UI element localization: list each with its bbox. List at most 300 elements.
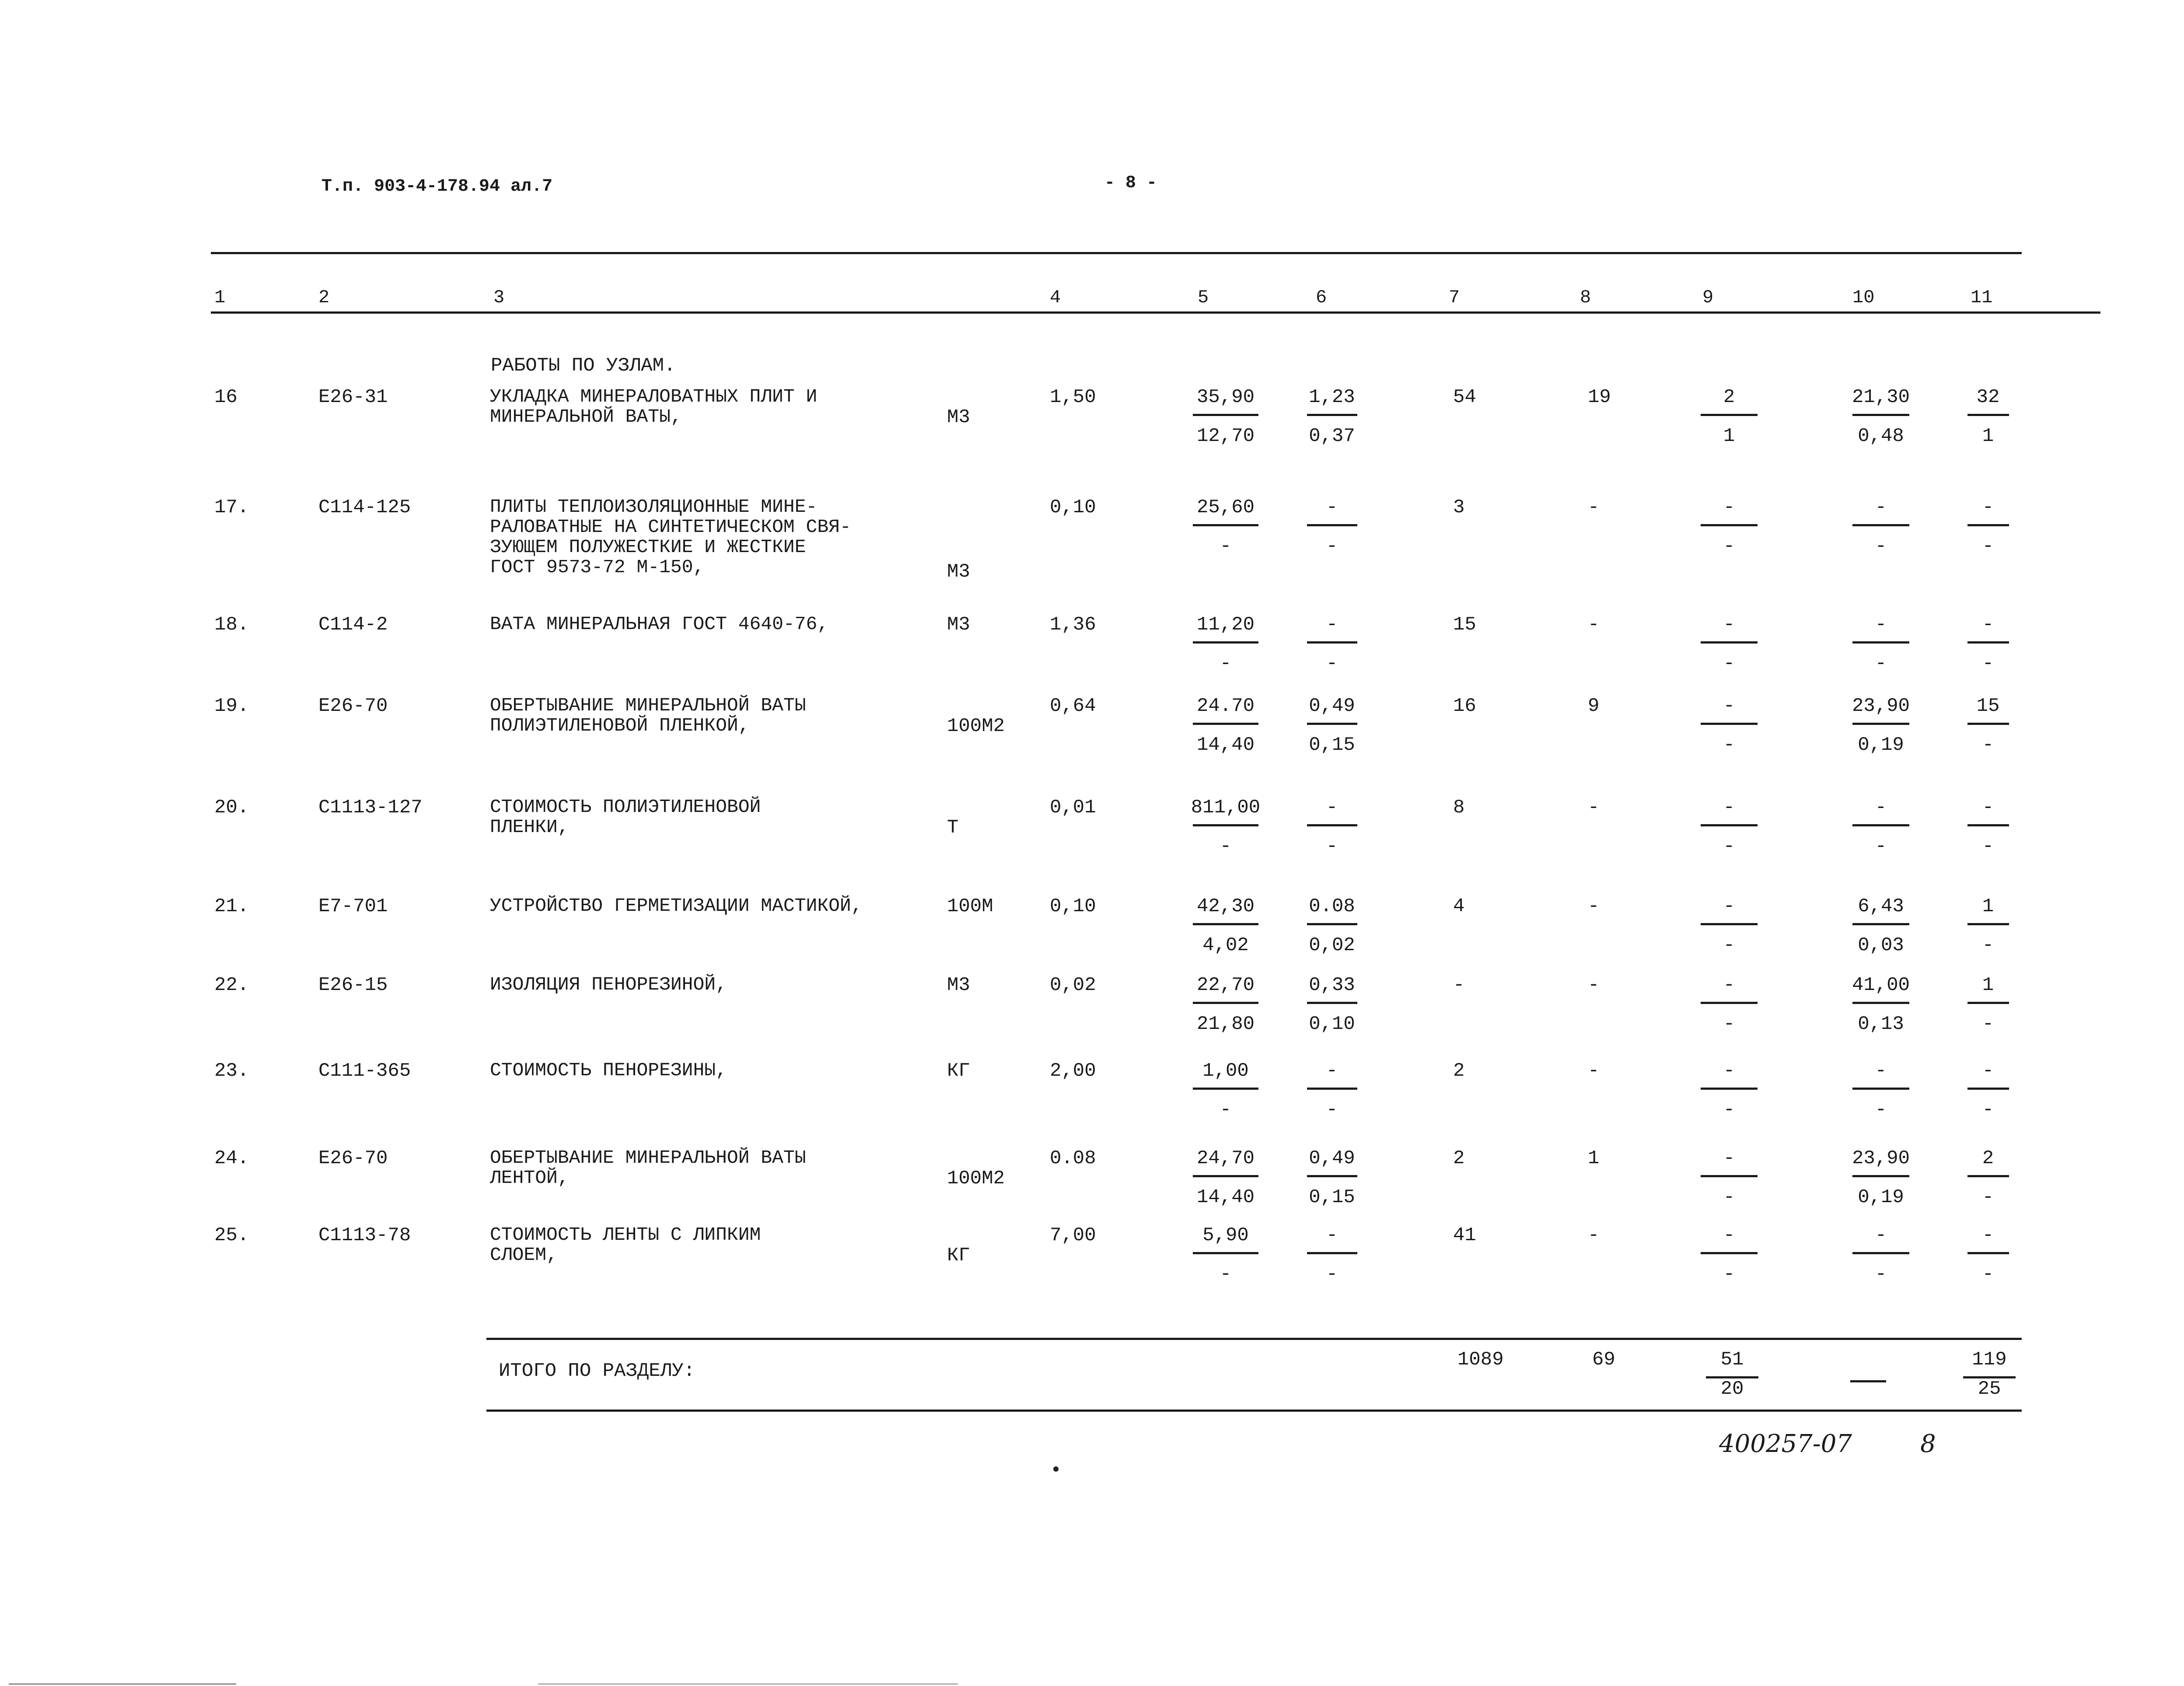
total-col11-bottom: 25 — [1978, 1378, 2001, 1400]
column-number-9: 9 — [1702, 287, 1714, 308]
row-unit: Т — [947, 817, 959, 839]
row-number: 21. — [214, 895, 249, 917]
row-c11-fraction — [1964, 797, 2012, 857]
row-c9-bottom: - — [1723, 1263, 1735, 1285]
row-c10-bottom: - — [1875, 653, 1887, 675]
row-c6-fraction — [1303, 1060, 1360, 1120]
total-col9-top: 51 — [1720, 1349, 1744, 1371]
row-col7: - — [1453, 974, 1465, 996]
row-c5-top: 11,20 — [1196, 614, 1255, 636]
row-c10-bar — [1852, 723, 1909, 725]
row-col8: - — [1588, 497, 1600, 518]
row-c10-top: - — [1875, 1224, 1887, 1246]
row-c11-fraction — [1964, 696, 2012, 756]
row-c6-top: - — [1326, 1060, 1338, 1082]
row-c5-fraction — [1182, 614, 1269, 674]
row-c5-bottom: - — [1220, 535, 1232, 557]
row-c6-bottom: - — [1326, 653, 1338, 675]
row-c11-bottom: - — [1982, 934, 1994, 956]
row-c5-bottom: 14,40 — [1196, 1186, 1255, 1208]
row-c11-bar — [1967, 524, 2009, 526]
row-code: С1113-127 — [318, 797, 423, 819]
column-number-6: 6 — [1316, 287, 1327, 308]
row-description: СТОИМОСТЬ ПЕНОРЕЗИНЫ, — [490, 1060, 727, 1081]
row-c5-top: 5,90 — [1202, 1224, 1249, 1246]
row-c5-bottom: - — [1220, 836, 1232, 857]
row-description: СТОИМОСТЬ ПОЛИЭТИЛЕНОВОЙ ПЛЕНКИ, — [490, 796, 761, 838]
row-c11-bar — [1967, 1252, 2009, 1254]
row-quantity: 7,00 — [1050, 1224, 1096, 1246]
row-c6-top: - — [1326, 614, 1338, 636]
row-c10-bottom: 0,19 — [1858, 1186, 1904, 1208]
row-col7: 8 — [1453, 797, 1465, 819]
row-c9-bar — [1701, 923, 1758, 925]
row-c11-top: - — [1982, 614, 1994, 636]
row-code: С114-125 — [318, 497, 411, 518]
row-c11-top: 32 — [1976, 386, 2000, 408]
row-c5-bar — [1193, 524, 1258, 526]
row-col8: - — [1588, 974, 1600, 996]
row-c6-bar — [1307, 414, 1357, 416]
scan-edge-mark — [9, 1683, 236, 1685]
row-c5-fraction — [1182, 497, 1269, 557]
row-c5-bottom: 21,80 — [1196, 1013, 1255, 1035]
row-c11-top: - — [1982, 1224, 1994, 1246]
document-reference: Т.п. 903-4-178.94 ал.7 — [321, 177, 553, 196]
row-unit: М3 — [947, 974, 970, 996]
row-c9-bottom: 1 — [1723, 425, 1735, 447]
column-number-3: 3 — [493, 287, 505, 308]
row-col7: 54 — [1453, 386, 1476, 408]
row-c9-top: - — [1723, 497, 1735, 518]
row-c11-bottom: - — [1982, 1186, 1994, 1208]
row-code: С111-365 — [318, 1060, 411, 1082]
row-code: С114-2 — [318, 614, 388, 636]
row-quantity: 1,36 — [1050, 614, 1096, 636]
row-c11-bottom: - — [1982, 836, 1994, 857]
row-c10-fraction — [1839, 975, 1922, 1035]
row-number: 17. — [214, 497, 249, 518]
row-c10-bar — [1852, 1088, 1909, 1090]
row-c11-bottom: - — [1982, 1099, 1994, 1121]
row-col8: - — [1588, 797, 1600, 819]
row-c9-fraction — [1696, 387, 1762, 447]
row-c6-bottom: 0,15 — [1309, 1186, 1355, 1208]
row-c10-fraction — [1839, 896, 1922, 956]
row-c11-bar — [1967, 1175, 2009, 1177]
row-c5-fraction — [1182, 1148, 1269, 1208]
row-description: ИЗОЛЯЦИЯ ПЕНОРЕЗИНОЙ, — [490, 974, 727, 995]
row-c11-top: 1 — [1982, 895, 1994, 917]
row-unit: 100М — [947, 895, 993, 917]
row-c11-bar — [1967, 1088, 2009, 1090]
row-quantity: 2,00 — [1050, 1060, 1096, 1082]
row-c6-top: - — [1326, 497, 1338, 518]
row-c9-fraction — [1696, 497, 1762, 557]
row-c5-fraction — [1182, 1225, 1269, 1285]
row-c10-fraction — [1839, 696, 1922, 756]
row-c11-bar — [1967, 923, 2009, 925]
row-c9-bar — [1701, 1002, 1758, 1004]
page-number: - 8 - — [1104, 173, 1157, 193]
row-c9-bottom: - — [1723, 535, 1735, 557]
row-code: С1113-78 — [318, 1224, 411, 1246]
row-c10-fraction — [1839, 387, 1922, 447]
row-c11-fraction — [1964, 614, 2012, 674]
row-c6-top: 0.08 — [1309, 895, 1355, 917]
row-c9-bar — [1701, 723, 1758, 725]
row-c6-bottom: 0,37 — [1309, 425, 1355, 447]
row-col7: 15 — [1453, 614, 1476, 636]
row-c5-bottom: - — [1220, 1263, 1232, 1285]
row-c11-fraction — [1964, 975, 2012, 1035]
row-c11-bottom: - — [1982, 535, 1994, 557]
row-c11-top: - — [1982, 1060, 1994, 1082]
row-c6-bottom: 0,02 — [1309, 934, 1355, 956]
row-c5-fraction — [1182, 1060, 1269, 1120]
row-c10-top: 23,90 — [1852, 1147, 1910, 1169]
column-number-5: 5 — [1198, 287, 1209, 308]
row-c10-bar — [1852, 1252, 1909, 1254]
row-c10-fraction — [1839, 1225, 1922, 1285]
row-c6-bar — [1307, 641, 1357, 644]
row-code: Е26-70 — [318, 1147, 388, 1169]
row-c5-top: 35,90 — [1196, 386, 1255, 408]
row-number: 20. — [214, 797, 249, 819]
total-col9-fraction — [1706, 1349, 1758, 1399]
row-number: 22. — [214, 974, 249, 996]
row-c5-top: 24,70 — [1196, 1147, 1255, 1169]
row-c5-top: 25,60 — [1196, 497, 1255, 518]
row-c5-bar — [1193, 923, 1258, 925]
row-c10-bottom: - — [1875, 535, 1887, 557]
row-c6-bar — [1307, 923, 1357, 925]
row-c9-top: - — [1723, 614, 1735, 636]
row-c11-fraction — [1964, 1148, 2012, 1208]
row-c10-bar — [1852, 414, 1909, 416]
row-c5-bottom: 12,70 — [1196, 425, 1255, 447]
total-bottom-rule — [486, 1410, 2022, 1412]
row-c11-bottom: 1 — [1982, 425, 1994, 447]
row-quantity: 0,02 — [1050, 974, 1096, 996]
row-c10-top: 23,90 — [1852, 695, 1910, 717]
row-description: УСТРОЙСТВО ГЕРМЕТИЗАЦИИ МАСТИКОЙ, — [490, 895, 863, 916]
row-quantity: 0,01 — [1050, 797, 1096, 819]
row-c6-bottom: 0,15 — [1309, 734, 1355, 756]
row-c11-bottom: - — [1982, 734, 1994, 756]
row-unit: КГ — [947, 1245, 970, 1266]
row-c10-bottom: 0,13 — [1858, 1013, 1904, 1035]
row-c9-bottom: - — [1723, 1186, 1735, 1208]
row-c11-fraction — [1964, 1060, 2012, 1120]
row-c11-fraction — [1964, 896, 2012, 956]
row-c10-fraction — [1839, 614, 1922, 674]
row-c5-bar — [1193, 1002, 1258, 1004]
row-c6-fraction — [1303, 797, 1360, 857]
row-c10-fraction — [1839, 497, 1922, 557]
row-quantity: 0.08 — [1050, 1147, 1096, 1169]
row-c10-fraction — [1839, 797, 1922, 857]
column-number-1: 1 — [214, 287, 226, 308]
row-c11-top: - — [1982, 497, 1994, 518]
row-c10-bar — [1852, 1175, 1909, 1177]
row-c11-bottom: - — [1982, 1013, 1994, 1035]
row-c10-bar — [1852, 923, 1909, 925]
row-c6-bar — [1307, 1088, 1357, 1090]
row-c9-fraction — [1696, 1225, 1762, 1285]
row-c6-fraction — [1303, 896, 1360, 956]
row-c6-bottom: - — [1326, 836, 1338, 857]
row-col7: 41 — [1453, 1224, 1476, 1246]
row-unit: М3 — [947, 406, 970, 428]
row-c9-bar — [1701, 1252, 1758, 1254]
row-c11-top: 1 — [1982, 974, 1994, 996]
row-quantity: 1,50 — [1050, 386, 1096, 408]
row-c10-bar — [1852, 524, 1909, 526]
row-c11-bottom: - — [1982, 1263, 1994, 1285]
handwritten-sheet-number: 8 — [1920, 1430, 1936, 1458]
row-c10-bottom: - — [1875, 836, 1887, 857]
row-c5-bottom: 4,02 — [1202, 934, 1249, 956]
row-c10-bottom: 0,19 — [1858, 734, 1904, 756]
row-c11-top: - — [1982, 797, 1994, 819]
row-number: 24. — [214, 1147, 249, 1169]
total-col10-dash — [1850, 1380, 1886, 1382]
row-code: Е26-70 — [318, 695, 388, 717]
row-number: 23. — [214, 1060, 249, 1082]
row-c6-fraction — [1303, 696, 1360, 756]
row-c10-bottom: - — [1875, 1099, 1887, 1121]
handwritten-code: 400257-07 — [1719, 1430, 1852, 1458]
header-bottom-rule — [211, 311, 2100, 314]
row-c6-bottom: 0,10 — [1309, 1013, 1355, 1035]
total-label: ИТОГО ПО РАЗДЕЛУ: — [499, 1360, 695, 1382]
row-c5-top: 24.70 — [1196, 695, 1255, 717]
row-c5-bar — [1193, 1175, 1258, 1177]
row-c5-top: 22,70 — [1196, 974, 1255, 996]
row-unit: М3 — [947, 614, 970, 636]
section-title: РАБОТЫ ПО УЗЛАМ. — [491, 355, 676, 377]
row-description: ВАТА МИНЕРАЛЬНАЯ ГОСТ 4640-76, — [490, 613, 829, 635]
row-c11-top: 15 — [1976, 695, 2000, 717]
column-number-2: 2 — [318, 287, 330, 308]
row-c9-top: - — [1723, 797, 1735, 819]
row-c5-fraction — [1182, 896, 1269, 956]
row-number: 25. — [214, 1224, 249, 1246]
row-c9-fraction — [1696, 696, 1762, 756]
row-c5-fraction — [1182, 387, 1269, 447]
row-c11-fraction — [1964, 497, 2012, 557]
row-quantity: 0,10 — [1050, 497, 1096, 518]
row-c6-bar — [1307, 1002, 1357, 1004]
row-c6-bar — [1307, 1252, 1357, 1254]
row-c6-bottom: - — [1326, 1263, 1338, 1285]
row-description: ОБЕРТЫВАНИЕ МИНЕРАЛЬНОЙ ВАТЫ ЛЕНТОЙ, — [490, 1147, 806, 1189]
row-c9-top: - — [1723, 895, 1735, 917]
row-description: УКЛАДКА МИНЕРАЛОВАТНЫХ ПЛИТ И МИНЕРАЛЬНОЙ ВАТЫ, — [490, 386, 818, 427]
row-c6-top: 1,23 — [1309, 386, 1355, 408]
row-c10-bar — [1852, 824, 1909, 826]
row-c5-bar — [1193, 1252, 1258, 1254]
row-c5-bar — [1193, 824, 1258, 826]
row-c9-fraction — [1696, 797, 1762, 857]
row-c11-top: 2 — [1982, 1147, 1994, 1169]
row-c9-bar — [1701, 524, 1758, 526]
row-c6-top: 0,49 — [1309, 695, 1355, 717]
row-c6-fraction — [1303, 387, 1360, 447]
row-col7: 4 — [1453, 895, 1465, 917]
row-number: 16 — [214, 386, 238, 408]
row-c9-top: - — [1723, 974, 1735, 996]
row-description: ОБЕРТЫВАНИЕ МИНЕРАЛЬНОЙ ВАТЫ ПОЛИЭТИЛЕНОВОЙ ПЛЕНКОЙ, — [490, 695, 806, 736]
row-c11-bar — [1967, 824, 2009, 826]
row-col8: - — [1588, 1060, 1600, 1082]
row-c10-bottom: 0,48 — [1858, 425, 1904, 447]
row-c11-bottom: - — [1982, 653, 1994, 675]
row-c10-top: - — [1875, 797, 1887, 819]
total-col8: 69 — [1592, 1349, 1615, 1371]
row-c9-bar — [1701, 824, 1758, 826]
row-col7: 3 — [1453, 497, 1465, 518]
row-c6-fraction — [1303, 1225, 1360, 1285]
row-c6-bar — [1307, 1175, 1357, 1177]
row-description: СТОИМОСТЬ ЛЕНТЫ С ЛИПКИМ СЛОЕМ, — [490, 1224, 761, 1266]
row-c6-top: - — [1326, 1224, 1338, 1246]
row-c9-bottom: - — [1723, 934, 1735, 956]
row-c10-bottom: 0,03 — [1858, 934, 1904, 956]
row-c5-top: 811,00 — [1191, 797, 1261, 819]
row-c5-bar — [1193, 414, 1258, 416]
row-c11-bar — [1967, 414, 2009, 416]
total-col7: 1089 — [1457, 1349, 1504, 1371]
row-c5-bottom: - — [1220, 1099, 1232, 1121]
row-number: 19. — [214, 695, 249, 717]
row-c9-top: 2 — [1723, 386, 1735, 408]
row-code: Е7-701 — [318, 895, 388, 917]
row-c11-bar — [1967, 723, 2009, 725]
row-c9-bar — [1701, 1175, 1758, 1177]
row-col7: 2 — [1453, 1147, 1465, 1169]
row-c9-bar — [1701, 1088, 1758, 1090]
row-c6-bar — [1307, 524, 1357, 526]
row-code: Е26-31 — [318, 386, 388, 408]
row-col8: - — [1588, 1224, 1600, 1246]
row-c5-fraction — [1182, 797, 1269, 857]
row-c5-bar — [1193, 641, 1258, 644]
row-c10-top: 21,30 — [1852, 386, 1910, 408]
row-c9-fraction — [1696, 1060, 1762, 1120]
row-c5-bottom: 14,40 — [1196, 734, 1255, 756]
row-unit: М3 — [947, 561, 970, 583]
row-c11-fraction — [1964, 1225, 2012, 1285]
row-c5-fraction — [1182, 975, 1269, 1035]
row-c9-bottom: - — [1723, 734, 1735, 756]
column-number-8: 8 — [1580, 287, 1591, 308]
row-c9-bar — [1701, 414, 1758, 416]
row-c6-top: - — [1326, 797, 1338, 819]
row-c6-fraction — [1303, 975, 1360, 1035]
row-c9-top: - — [1723, 695, 1735, 717]
row-c11-bar — [1967, 1002, 2009, 1004]
row-c11-fraction — [1964, 387, 2012, 447]
row-c10-bar — [1852, 641, 1909, 644]
row-c10-bar — [1852, 1002, 1909, 1004]
row-code: Е26-15 — [318, 974, 388, 996]
row-c9-fraction — [1696, 896, 1762, 956]
row-c6-bar — [1307, 723, 1357, 725]
row-col8: - — [1588, 614, 1600, 636]
row-c9-top: - — [1723, 1147, 1735, 1169]
column-number-7: 7 — [1449, 287, 1460, 308]
row-quantity: 0,10 — [1050, 895, 1096, 917]
row-c9-bottom: - — [1723, 653, 1735, 675]
row-unit: 100М2 — [947, 715, 1005, 737]
total-col11-top: 119 — [1972, 1349, 2007, 1371]
row-c6-bar — [1307, 824, 1357, 826]
row-c9-bar — [1701, 641, 1758, 644]
row-col8: 19 — [1588, 386, 1611, 408]
row-c5-fraction — [1182, 696, 1269, 756]
row-c5-top: 42,30 — [1196, 895, 1255, 917]
row-number: 18. — [214, 614, 249, 636]
scan-speck — [1053, 1466, 1059, 1472]
row-c5-top: 1,00 — [1202, 1060, 1249, 1082]
row-c10-top: 6,43 — [1858, 895, 1904, 917]
row-c5-bar — [1193, 723, 1258, 725]
row-quantity: 0,64 — [1050, 695, 1096, 717]
row-c6-bottom: - — [1326, 1099, 1338, 1121]
row-c5-bottom: - — [1220, 653, 1232, 675]
scan-edge-mark — [538, 1683, 958, 1685]
row-c9-fraction — [1696, 614, 1762, 674]
row-description: ПЛИТЫ ТЕПЛОИЗОЛЯЦИОННЫЕ МИНЕ- РАЛОВАТНЫЕ НА СИНТЕТИЧЕСКОМ СВЯ- ЗУЮЩЕМ ПОЛУЖЕСТКИЕ И ЖЕСТКИЕ ГОСТ 9573-72 М-150, — [490, 496, 851, 578]
total-top-rule — [486, 1338, 2022, 1340]
row-c6-fraction — [1303, 1148, 1360, 1208]
table-top-rule — [211, 252, 2022, 254]
row-c10-top: - — [1875, 497, 1887, 518]
row-c9-bottom: - — [1723, 836, 1735, 857]
row-c6-bottom: - — [1326, 535, 1338, 557]
row-c10-top: - — [1875, 614, 1887, 636]
row-c10-fraction — [1839, 1060, 1922, 1120]
row-c6-top: 0,49 — [1309, 1147, 1355, 1169]
row-c6-fraction — [1303, 614, 1360, 674]
row-c9-top: - — [1723, 1224, 1735, 1246]
row-c9-bottom: - — [1723, 1099, 1735, 1121]
row-col7: 16 — [1453, 695, 1476, 717]
row-c11-bar — [1967, 641, 2009, 644]
row-c10-fraction — [1839, 1148, 1922, 1208]
row-col8: 9 — [1588, 695, 1600, 717]
row-unit: 100М2 — [947, 1168, 1005, 1189]
row-col8: - — [1588, 895, 1600, 917]
row-c6-top: 0,33 — [1309, 974, 1355, 996]
column-number-11: 11 — [1971, 287, 1993, 308]
row-col7: 2 — [1453, 1060, 1465, 1082]
row-c9-fraction — [1696, 975, 1762, 1035]
row-c5-bar — [1193, 1088, 1258, 1090]
column-number-4: 4 — [1050, 287, 1061, 308]
row-c9-bottom: - — [1723, 1013, 1735, 1035]
row-unit: КГ — [947, 1060, 970, 1082]
row-c6-fraction — [1303, 497, 1360, 557]
column-number-10: 10 — [1852, 287, 1875, 308]
total-col11-fraction — [1963, 1349, 2016, 1399]
row-c10-top: - — [1875, 1060, 1887, 1082]
row-col8: 1 — [1588, 1147, 1600, 1169]
row-c10-top: 41,00 — [1852, 974, 1910, 996]
total-col9-bottom: 20 — [1720, 1378, 1744, 1400]
